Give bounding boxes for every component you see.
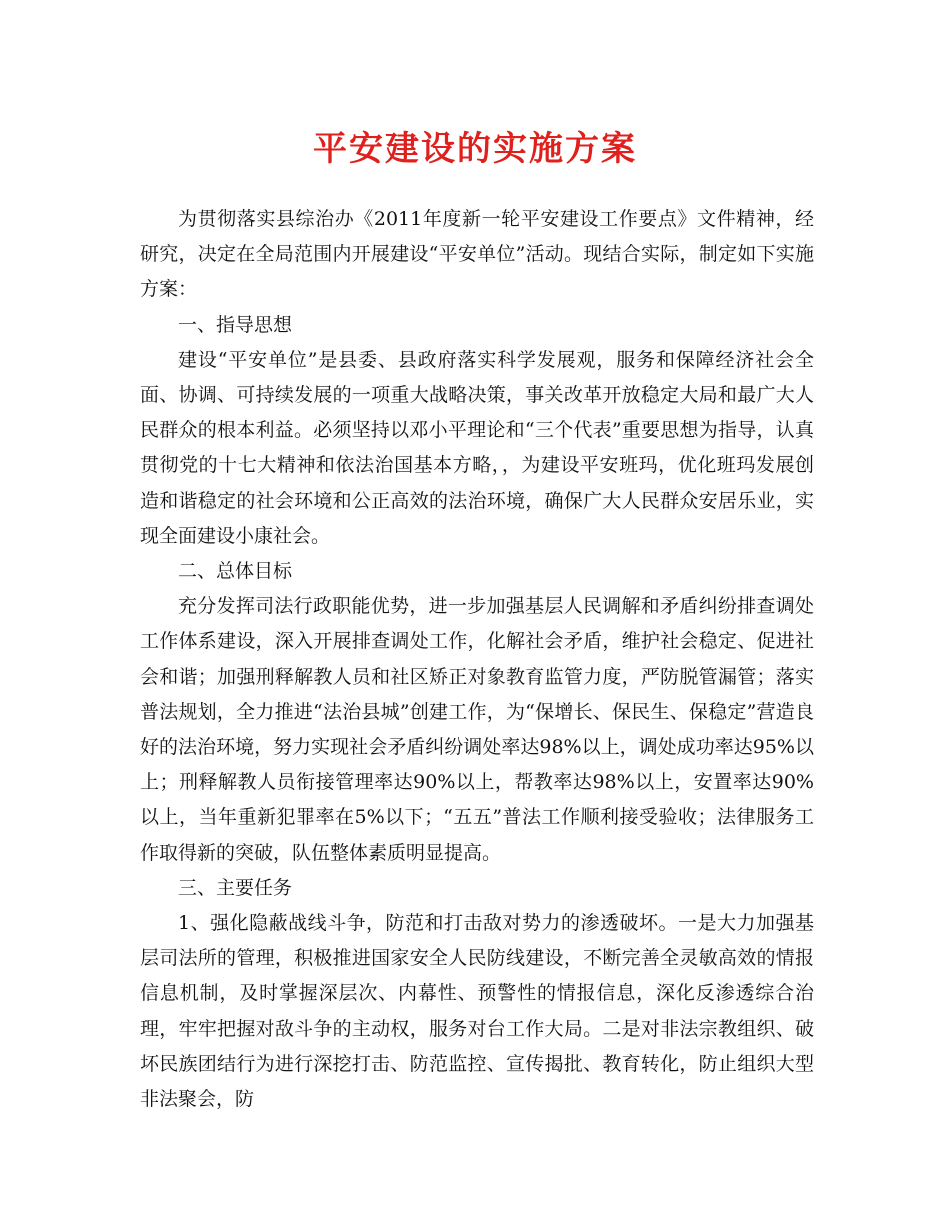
document-title: 平安建设的实施方案	[313, 129, 637, 169]
section-heading-main-tasks: 三、主要任务	[178, 876, 293, 899]
document-body	[140, 202, 814, 1117]
intro-paragraph: 为贯彻落实县综治办《2011年度新一轮平安建设工作要点》文件精神，经研究，决定在全局范围内开展建设“平安单位”活动。现结合实际，制定如下实施方案：	[140, 208, 814, 301]
guiding-ideology-paragraph: 建设“平安单位”是县委、县政府落实科学发展观，服务和保障经济社会全面、协调、可持续发展的一项重大战略决策，事关改革开放稳定大局和最广大人民群众的根本利益。必须坚持以邓小平理论和“三个代表”重要思想为指导，认真贯彻党的十七大精神和依法治国基本方略，，为建设平安班玛，优化班玛发展创造和谐稳定的社会环境和公正高效的法治环境，确保广大人民群众安居乐业，实现全面建设小康社会。	[140, 348, 814, 547]
section-heading-overall-goals: 二、总体目标	[178, 560, 293, 583]
section-heading-guiding-ideology: 一、指导思想	[178, 313, 293, 336]
main-tasks-paragraph-1: 1、强化隐蔽战线斗争，防范和打击敌对势力的渗透破坏。一是大力加强基层司法所的管理，积极推进国家安全人民防线建设，不断完善全灵敏高效的情报信息机制，及时掌握深层次、内幕性、预警性的情报信息，深化反渗透综合治理，牢牢把握对敌斗争的主动权，服务对台工作大局。二是对非法宗教组织、破坏民族团结行为进行深挖打击、防范监控、宣传揭批、教育转化，防止组织大型非法聚会，防	[140, 912, 814, 1111]
overall-goals-paragraph: 充分发挥司法行政职能优势，进一步加强基层人民调解和矛盾纠纷排查调处工作体系建设，深入开展排查调处工作，化解社会矛盾，维护社会稳定、促进社会和谐；加强刑释解教人员和社区矫正对象教育监管力度，严防脱管漏管；落实普法规划，全力推进“法治县城”创建工作，为“保增长、保民生、保稳定”营造良好的法治环境，努力实现社会矛盾纠纷调处率达98%以上，调处成功率达95%以上；刑释解教人员衔接管理率达90%以上，帮教率达98%以上，安置率达90%以上，当年重新犯罪率在5%以下；“五五”普法工作顺利接受验收；法律服务工作取得新的突破，队伍整体素质明显提高。	[140, 595, 814, 864]
